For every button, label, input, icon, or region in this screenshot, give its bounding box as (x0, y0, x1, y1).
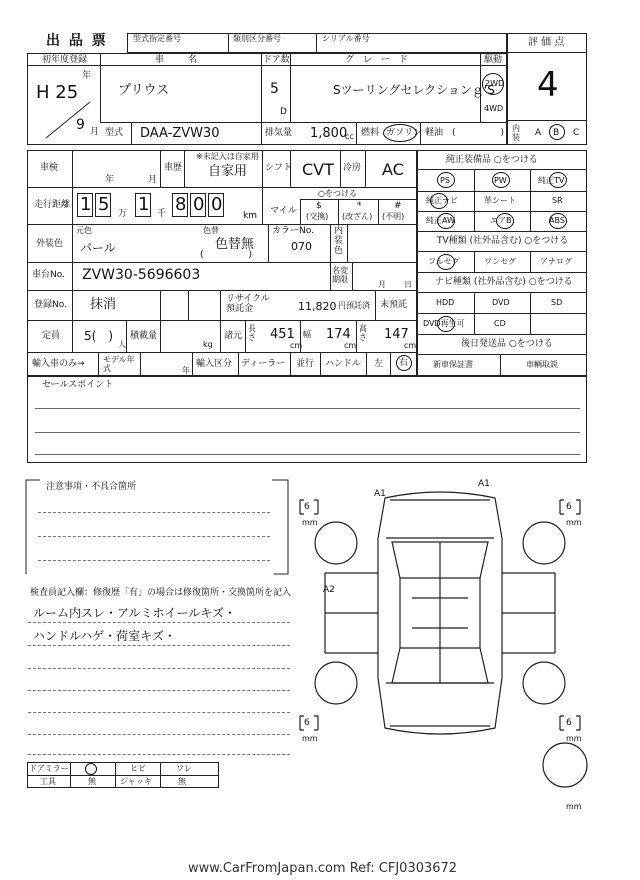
steering-label: ハンドル (325, 359, 362, 369)
height-label: 高さ (359, 324, 367, 342)
tread-rear-right-unit: mm (566, 734, 582, 743)
steering-right-option: 右 (399, 358, 409, 368)
score-value: 4 (537, 65, 559, 105)
mileage-man-unit: 万 (118, 209, 128, 219)
shaken-label: 車検 (40, 163, 59, 173)
tv-analog: アナログ (540, 257, 572, 266)
spare-tread-unit: mm (566, 802, 582, 811)
inspector-notes-label: 検査員記入欄：修復歴「有」の場合は修復箇所・交換箇所を記入 (30, 588, 292, 598)
grade-value: Sツーリングセレクションｇ'S (333, 83, 495, 97)
tread-rear-left: 6 (304, 718, 310, 728)
year-unit: 年 (82, 71, 92, 81)
mileage-digit-2: 5 (98, 194, 110, 215)
navi-sd: SD (551, 298, 563, 307)
original-color-label: 元色 (76, 226, 92, 235)
displacement-value: 1,800 (310, 126, 348, 141)
mileage-swap-symbol: $ (316, 201, 322, 211)
mileage-km-unit: km (243, 211, 257, 221)
repaint-label: 色替 (203, 226, 219, 235)
header-number-boxes (127, 33, 507, 53)
import-class-label: 輸入区分 (196, 359, 233, 369)
mileage-digit-4: 8 (175, 194, 187, 215)
recycle-deposit-value: 11,820 (298, 300, 337, 313)
type-designation-label: 型式指定番号 (133, 34, 181, 43)
later-warranty: 新車保証書 (433, 360, 473, 369)
equip-abs: ABS (549, 216, 565, 225)
sales-point-label: セールスポイント (42, 380, 114, 390)
fuel-other-blank: ( ) (452, 128, 505, 138)
color-number-value: 070 (291, 240, 312, 253)
capacity-label: 定員 (42, 331, 61, 341)
drive-label: 駆動 (484, 55, 503, 65)
inspector-note-line-2: ハンドルハゲ・荷室キズ・ (33, 629, 176, 643)
later-manual: 車輌取説 (526, 360, 558, 369)
mileage-mile-option: マイル (270, 206, 297, 216)
equip-oem-alloy: 純正AW (426, 216, 455, 225)
history-value: 自家用 (208, 164, 248, 179)
first-registration-era: H 25 (36, 82, 79, 103)
first-registration-month: 9 (76, 117, 85, 133)
fuel-label: 燃料 (361, 128, 380, 138)
exterior-color-value: パール (80, 241, 116, 255)
width-value: 174 (326, 327, 351, 342)
damage-code-a2: A2 (323, 585, 335, 595)
name-change-deadline-label: 名変期限 (332, 266, 348, 284)
model-year-unit: 年 (182, 366, 190, 375)
first-registration-label: 初年度登録 (42, 55, 88, 65)
notes-bracket (22, 478, 292, 578)
month-unit: 月 (90, 127, 100, 137)
width-label: 幅 (303, 330, 311, 339)
length-label: 長さ (248, 324, 256, 342)
interior-a: A (535, 128, 542, 138)
equip-airbag: エアB (490, 216, 512, 225)
shift-value: CVT (302, 160, 334, 179)
mileage-digit-3: 1 (138, 194, 150, 215)
serial-number-label: シリアル番号 (322, 34, 370, 43)
mileage-note: ○をつける (318, 189, 357, 198)
drive-2wd-option: 2WD (485, 79, 505, 88)
history-label: 車歴 (164, 163, 183, 173)
navi-hdd: HDD (436, 298, 455, 307)
import-parallel-option: 並行 (296, 359, 315, 369)
chassis-value: ZVW30-5696603 (82, 267, 201, 283)
model-value: DAA-ZVW30 (140, 126, 220, 141)
score-label: 評 価 点 (528, 37, 565, 48)
dimensions-label: 諸元 (224, 331, 243, 341)
form-title: 出 品 票 (46, 33, 108, 49)
mileage-digit-1: 1 (80, 194, 92, 215)
mileage-swap-option: (交換) (306, 212, 329, 221)
tv-fullseg: フルセグ (428, 257, 460, 266)
color-number-label: カラーNo. (272, 226, 314, 236)
fuel-gasoline-option: ガソリン (386, 128, 423, 138)
navi-cd: CD (494, 319, 506, 328)
length-value: 451 (270, 327, 295, 342)
tread-rear-left-unit: mm (302, 734, 318, 743)
model-year-label: モデル年式 (103, 355, 135, 373)
grade-label: グ レ ー ド (345, 55, 409, 65)
recycle-deposited-unit: 円預託済 (338, 301, 370, 310)
displacement-unit: cc (345, 132, 354, 141)
equip-leather-seat: 革シート (484, 196, 516, 205)
mirror-mark-circle (85, 763, 97, 775)
repaint-value: 色替無 (215, 237, 255, 252)
height-value: 147 (384, 327, 409, 342)
navi-dvd: DVD (492, 298, 510, 307)
interior-c: C (573, 128, 580, 138)
equip-ps: PS (440, 176, 450, 185)
capacity-value: 5( ) (84, 329, 113, 343)
model-label: 型式 (105, 128, 124, 138)
shaken-year-unit: 年 (105, 175, 115, 185)
load-capacity-label: 積載量 (130, 331, 158, 341)
car-name-label: 車 名 (155, 55, 200, 65)
jack-label: ジャッキ (120, 777, 152, 786)
tread-front-left: 6 (304, 502, 310, 512)
history-note: ※未記入は自家用 (196, 152, 259, 161)
tread-front-right: 6 (566, 502, 572, 512)
fuel-diesel-option: 軽油 (425, 128, 444, 138)
mileage-sen-unit: 千 (157, 209, 167, 219)
mileage-digit-6: 0 (211, 194, 223, 215)
displacement-label: 排気量 (265, 128, 293, 138)
watermark-text: www.CarFromJapan.com Ref: CFJ0303672 (188, 861, 458, 876)
drive-4wd-option: 4WD (484, 104, 504, 113)
navi-dvd-playback: DVD再生可 (423, 319, 465, 328)
ac-label: 冷房 (343, 163, 362, 173)
later-shipment-title: 後日発送品 ○をつける (461, 339, 553, 349)
inspector-note-line-1: ルーム内スレ・アルミホイールキズ・ (33, 606, 237, 620)
registration-value: 抹消 (90, 297, 117, 312)
car-damage-diagram (290, 478, 590, 818)
height-unit: cm (404, 341, 417, 350)
mileage-unknown-symbol: # (394, 201, 402, 211)
tv-type-title: TV種類 (社外品含む) ○をつける (437, 236, 569, 246)
mirror-label: ドアミラー (29, 764, 69, 773)
load-unit: kg (203, 340, 213, 349)
navi-type-title: ナビ種類 (社外品含む) ○をつける (435, 277, 573, 287)
chassis-label: 車台No. (32, 270, 65, 280)
jack-value: 無 (178, 777, 186, 786)
equip-pw: PW (494, 176, 507, 185)
tv-oneseg: ワンセグ (484, 257, 516, 266)
deadline-month-unit: 月 (378, 280, 386, 289)
category-number-label: 類別区分番号 (233, 34, 281, 43)
interior-score-label: 内装 (512, 124, 520, 142)
import-dealer-option: ディーラー (241, 359, 286, 369)
capacity-unit: 人 (118, 340, 126, 349)
shift-label: シフト (265, 163, 293, 173)
equip-oem-tv: 純正TV (538, 176, 565, 185)
interior-color-label: 内装色 (334, 226, 344, 256)
length-unit: cm (290, 341, 303, 350)
notes-title: 注意事項・不具合箇所 (46, 482, 137, 492)
tread-front-left-unit: mm (302, 518, 318, 527)
equip-sunroof: SR (552, 196, 563, 205)
recycle-deposit-label: リサイクル預託金 (226, 294, 270, 314)
recycle-not-deposited: 未預託 (380, 300, 408, 310)
equipment-title: 純正装備品 ○をつける (446, 155, 538, 165)
registration-label: 登録No. (34, 300, 67, 310)
tools-label: 工具 (40, 777, 56, 786)
tools-value: 無 (88, 777, 96, 786)
exterior-color-label: 外装色 (36, 239, 64, 249)
shaken-month-unit: 月 (148, 175, 158, 185)
door-d-label: D (280, 107, 287, 117)
tread-rear-right: 6 (566, 718, 572, 728)
interior-b: B (553, 128, 560, 138)
door-count-value: 5 (270, 81, 279, 97)
mileage-digit-5: 0 (193, 194, 205, 215)
mileage-label: 走行距離 (34, 200, 71, 210)
deadline-day-unit: 日 (404, 280, 412, 289)
ac-value: AC (382, 160, 404, 179)
broken-label: ワレ (176, 764, 192, 773)
damage-code-a1-left: A1 (374, 489, 386, 499)
car-name-value: プリウス (118, 83, 170, 98)
door-count-label: ドア数 (263, 55, 290, 65)
mileage-unknown-option: (不明) (382, 212, 405, 221)
steering-left-option: 左 (374, 359, 384, 369)
import-only-label: 輸入車のみ→ (32, 359, 85, 369)
damage-code-a1-top: A1 (478, 479, 490, 489)
mileage-altered-symbol: * (357, 201, 362, 211)
equip-oem-navi: 純正ナビ (426, 196, 458, 205)
width-unit: cm (344, 341, 357, 350)
tread-front-right-unit: mm (566, 518, 582, 527)
mileage-altered-option: (改ざん) (342, 212, 373, 221)
crack-label: ヒビ (130, 764, 146, 773)
